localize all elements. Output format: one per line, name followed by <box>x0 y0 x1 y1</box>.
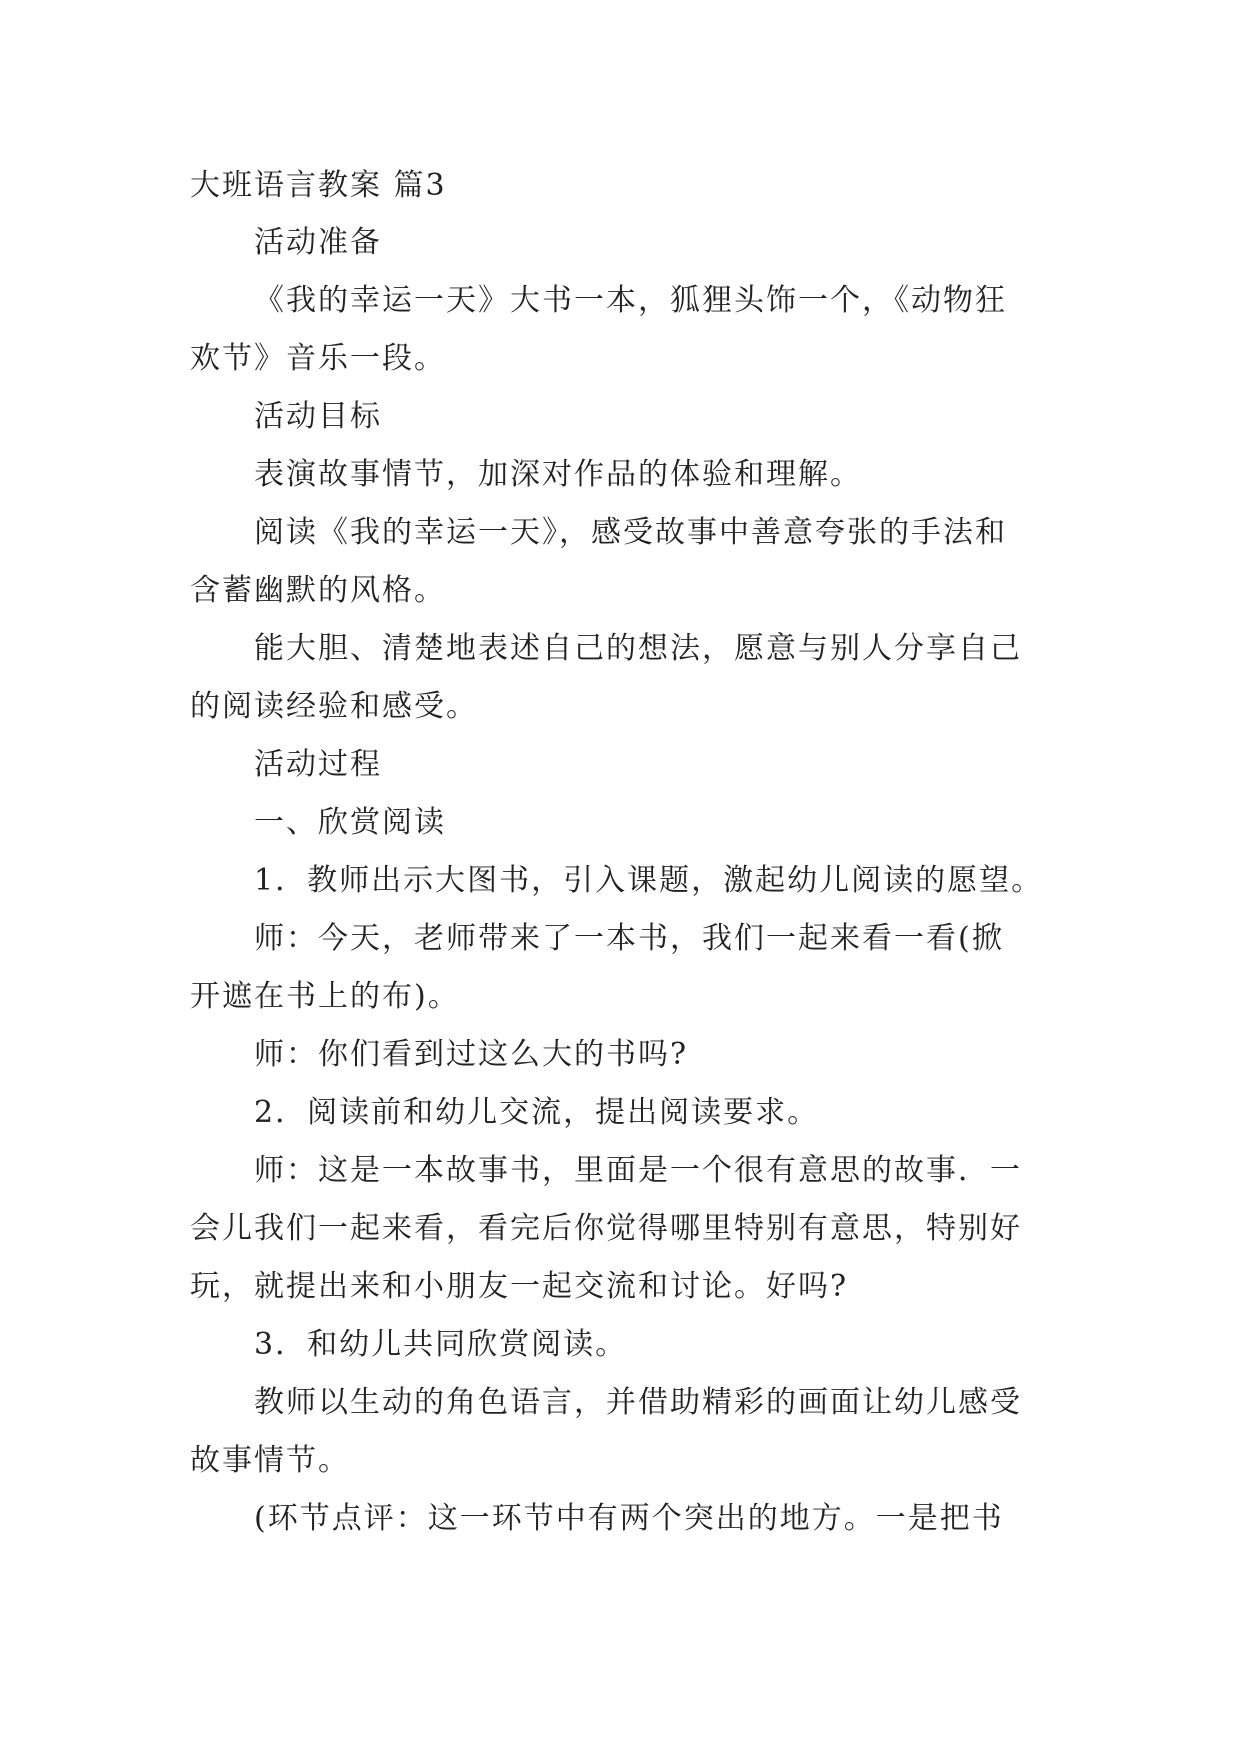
paragraph-line: 师：这是一本故事书，里面是一个很有意思的故事．一 <box>254 1153 1022 1188</box>
paragraph-line: 2．阅读前和幼儿交流，提出阅读要求。 <box>254 1095 820 1130</box>
paragraph-line: 欢节》音乐一段。 <box>190 341 446 376</box>
paragraph-line: 师：你们看到过这么大的书吗? <box>254 1037 689 1072</box>
section-heading-goals: 活动目标 <box>254 399 382 434</box>
paragraph-line: 能大胆、清楚地表述自己的想法，愿意与别人分享自己 <box>254 631 1022 666</box>
paragraph-line: 1．教师出示大图书，引入课题，激起幼儿阅读的愿望。 <box>254 863 1044 898</box>
paragraph-line: 开遮在书上的布)。 <box>190 979 460 1014</box>
subsection-heading: 一、欣赏阅读 <box>254 805 446 840</box>
paragraph-line: 含蓄幽默的风格。 <box>190 573 446 608</box>
paragraph-line: 玩，就提出来和小朋友一起交流和讨论。好吗? <box>190 1269 849 1304</box>
section-heading-preparation: 活动准备 <box>254 225 382 260</box>
paragraph-line: 3．和幼儿共同欣赏阅读。 <box>254 1327 628 1362</box>
paragraph-line: 故事情节。 <box>190 1443 350 1478</box>
document-title: 大班语言教案 篇3 <box>190 168 447 203</box>
paragraph-line: 会儿我们一起来看，看完后你觉得哪里特别有意思，特别好 <box>190 1211 1022 1246</box>
paragraph-line: 师：今天，老师带来了一本书，我们一起来看一看(掀 <box>254 921 1004 956</box>
paragraph-line: 《我的幸运一天》大书一本，狐狸头饰一个，《动物狂 <box>254 283 1007 318</box>
paragraph-line: 表演故事情节，加深对作品的体验和理解。 <box>254 457 862 492</box>
paragraph-line: (环节点评：这一环节中有两个突出的地方。一是把书 <box>254 1501 1004 1536</box>
paragraph-line: 阅读《我的幸运一天》，感受故事中善意夸张的手法和 <box>254 515 1007 550</box>
section-heading-process: 活动过程 <box>254 747 382 782</box>
paragraph-line: 教师以生动的角色语言，并借助精彩的画面让幼儿感受 <box>254 1385 1022 1420</box>
paragraph-line: 的阅读经验和感受。 <box>190 689 478 724</box>
